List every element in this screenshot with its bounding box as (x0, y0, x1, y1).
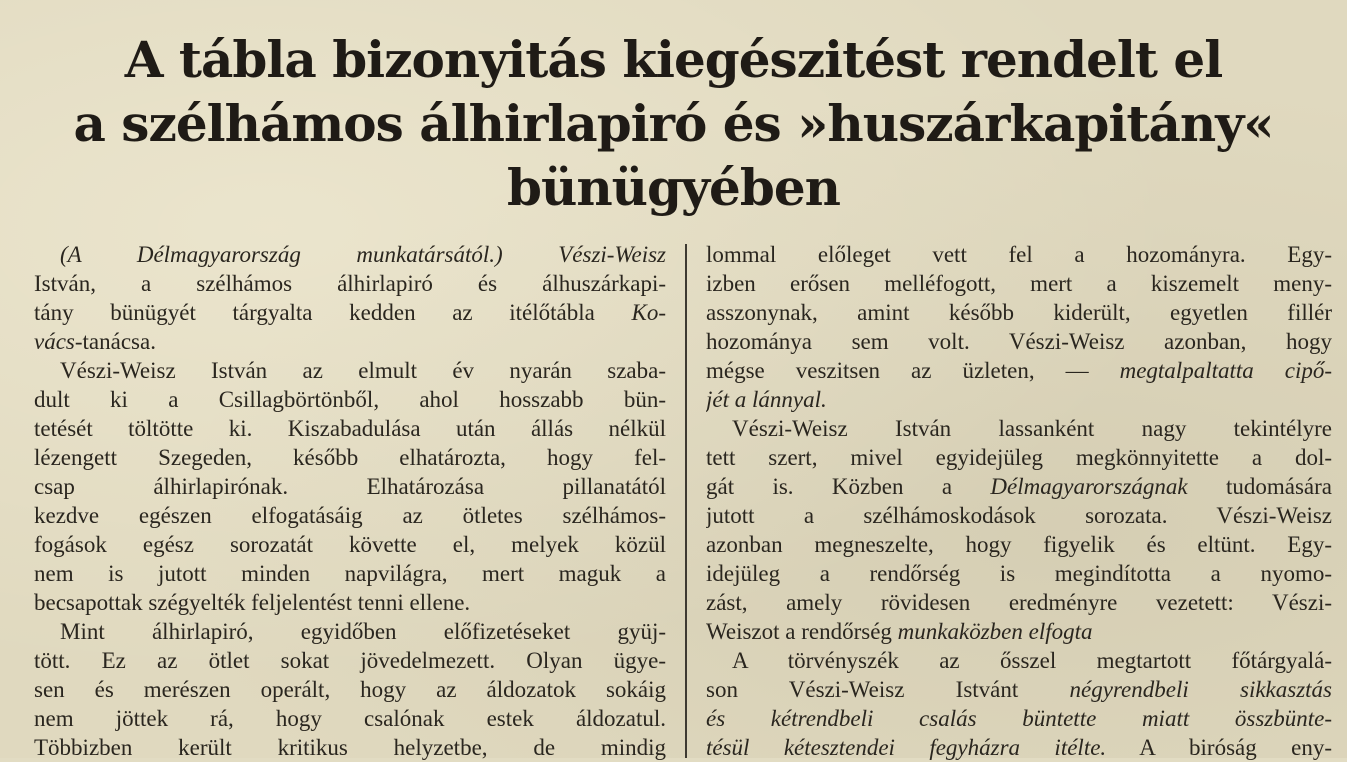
right-column-line: zást, amely rövidesen eredményre vezetett: Vészi- (706, 590, 1332, 615)
left-column-line: kezdve egészen elfogatásáig az ötletes szélhámos- (34, 503, 666, 528)
left-column-line: nem is jutott minden napvilágra, mert maguk a (34, 561, 666, 586)
right-column-line: A törvényszék az ősszel megtartott főtárgyalá- (732, 648, 1332, 673)
right-column-line: gát is. Közben a Délmagyarországnak tudomására (706, 474, 1332, 499)
article-left-column (34, 240, 666, 762)
right-column-line: idejüleg a rendőrség is megindította a nyomo- (706, 561, 1332, 586)
left-column-line: dult ki a Csillagbörtönből, ahol hosszabb bün- (34, 387, 666, 412)
headline-line-2: a szélhámos álhirlapiró és »huszárkapitány« (73, 94, 1274, 153)
right-column-line: jutott a szélhámoskodások sorozata. Vészi-Weisz (706, 503, 1332, 528)
right-column-line: lommal előleget vett fel a hozományra. Egy- (706, 242, 1332, 267)
left-column-line: (A Délmagyarország munkatársától.) Vészi-Weisz (60, 242, 666, 267)
left-column-line: becsapottak szégyelték feljelentést tenni ellene. (34, 590, 471, 615)
headline-line-3: bünügyében (507, 158, 840, 217)
right-column-line: Vészi-Weisz István lassanként nagy tekintélyre (732, 416, 1332, 441)
headline-line-1: A tábla bizonyitás kiegészitést rendelt el (124, 30, 1223, 89)
right-column-line: izben erősen melléfogott, mert a kiszemelt meny- (706, 271, 1332, 296)
left-column-line: lézengett Szegeden, később elhatározta, hogy fel- (34, 445, 666, 470)
left-column-line: tött. Ez az ötlet sokat jövedelmezett. Olyan ügye- (34, 648, 666, 673)
right-column-line: asszonynak, amint később kiderült, egyetlen fillér (706, 300, 1332, 325)
right-column-line: mégse veszitsen az üzleten, — megtalpaltatta cipő- (706, 358, 1332, 383)
column-divider (685, 244, 687, 758)
left-column-line: Vészi-Weisz István az elmult év nyarán szaba- (60, 358, 666, 383)
left-column-line: csap álhirlapirónak. Elhatározása pillanatától (34, 474, 666, 499)
left-column-line: vács-tanácsa. (34, 329, 156, 354)
left-column-line: Többizben került kritikus helyzetbe, de mindig (34, 735, 666, 760)
left-column-line: tetését töltötte ki. Kiszabadulása után állás nélkül (34, 416, 666, 441)
right-column-line: és kétrendbeli csalás büntette miatt összbünte- (706, 706, 1332, 731)
right-column-line: Weiszot a rendőrség munkaközben elfogta (706, 619, 1093, 644)
left-column-line: István, a szélhámos álhirlapiró és álhuszárkapi- (34, 271, 666, 296)
left-column-line: fogások egész sorozatát követte el, melyek közül (34, 532, 666, 557)
left-column-line: nem jöttek rá, hogy csalónak estek áldozatul. (34, 706, 666, 731)
right-column-line: azonban megneszelte, hogy figyelik és eltünt. Egy- (706, 532, 1332, 557)
left-column-line: sen és merészen operált, hogy az áldozatok sokáig (34, 677, 666, 702)
right-column-line: son Vészi-Weisz Istvánt négyrendbeli sikkasztás (706, 677, 1332, 702)
article-right-column (706, 240, 1332, 762)
right-column-line: tésül kétesztendei fegyházra itélte. A biróság eny- (706, 735, 1332, 760)
right-column-line: jét a lánnyal. (706, 387, 827, 412)
right-column-line: hozománya sem volt. Vészi-Weisz azonban, hogy (706, 329, 1332, 354)
left-column-line: Mint álhirlapiró, egyidőben előfizetéseket gyüj- (60, 619, 666, 644)
left-column-line: tány bünügyét tárgyalta kedden az itélőtábla Ko- (34, 300, 666, 325)
right-column-line: tett szert, mivel egyidejüleg megkönnyitette a dol- (706, 445, 1332, 470)
headline (20, 28, 1327, 220)
previous-article-fragment (0, 0, 1347, 22)
